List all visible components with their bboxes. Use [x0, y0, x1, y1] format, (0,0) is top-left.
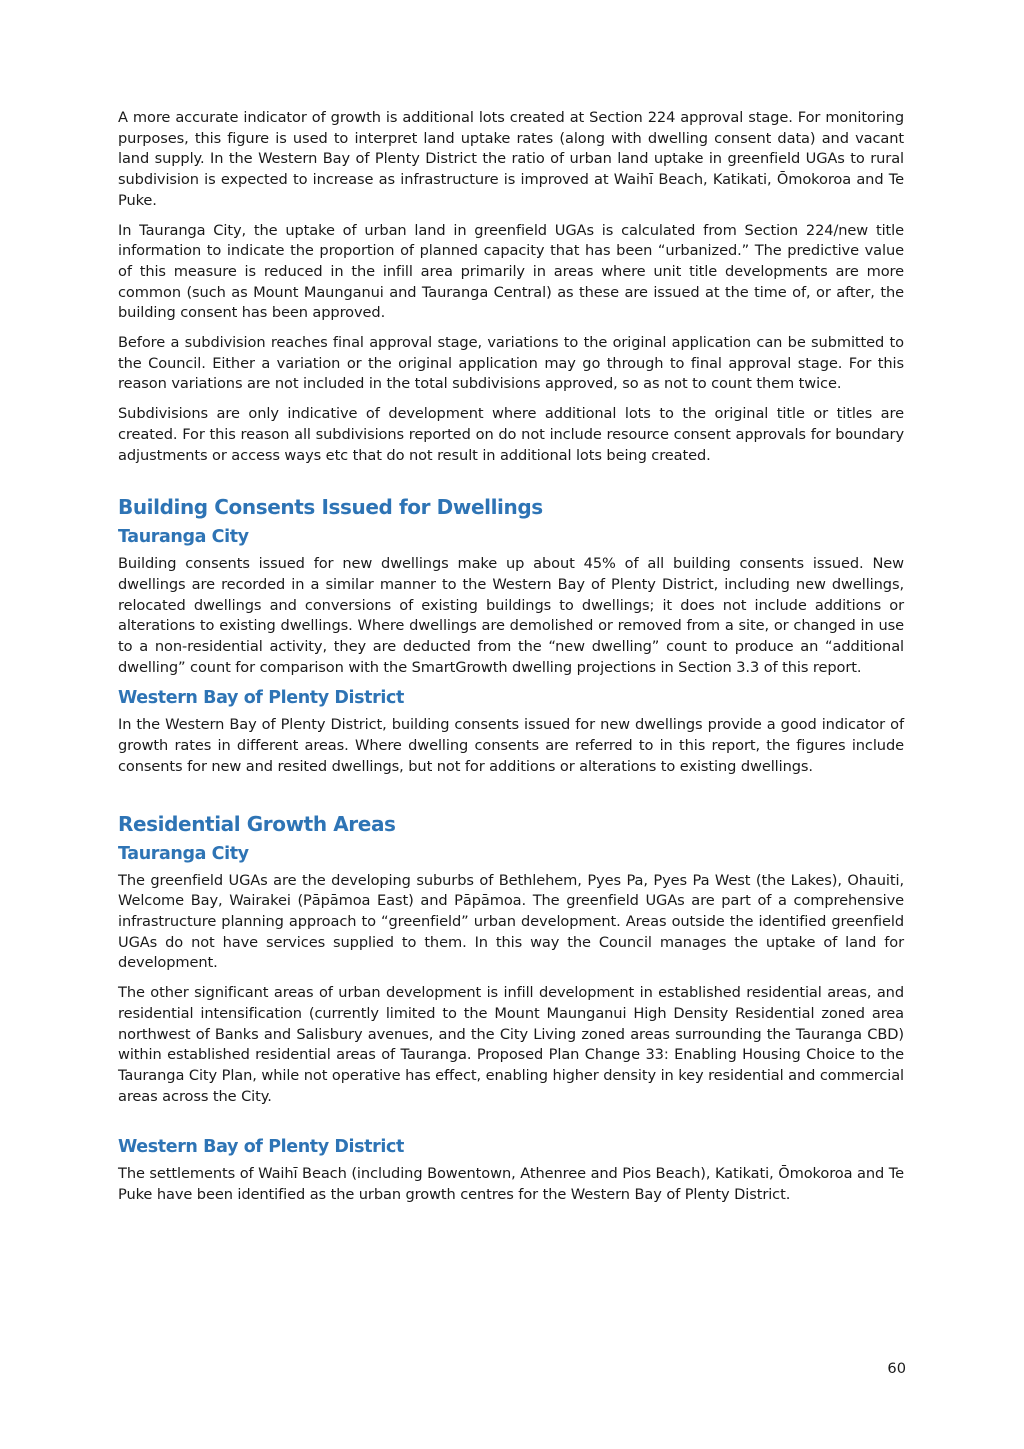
residential-growth-wbop-paragraph: The settlements of Waihī Beach (including Bowentown, Athenree and Pios Beach), Katikati, Ōmokoroa and Te Puke have been identified as the urban growth centres for the Western Bay of Plenty District.: [118, 1165, 904, 1204]
building-consents-tauranga-paragraph: Building consents issued for new dwellings make up about 45% of all building consents issued. New dwellings are recorded in a similar manner to the Western Bay of Plenty District, including new dwellings, relocated dwellings and conversions of existing buildings to dwellings; it does not include additions or alterations to existing dwellings. Where dwellings are demolished or removed from a site, or changed in use to a non-residential activity, they are deducted from the “new dwelling” count to produce an “additional dwelling” count for comparison with the SmartGrowth dwelling projections in Section 3.3 of this report.: [118, 555, 904, 676]
intro-paragraph-1: A more accurate indicator of growth is additional lots created at Section 224 approval stage. For monitoring purposes, this figure is used to interpret land uptake rates (along with dwelling consent data) and vacant land supply. In the Western Bay of Plenty District the ratio of urban land uptake in greenfield UGAs to rural subdivision is expected to increase as infrastructure is improved at Waihī Beach, Katikati, Ōmokoroa and Te Puke.: [118, 109, 904, 209]
intro-paragraph-3: Before a subdivision reaches final approval stage, variations to the original application can be submitted to the Council. Either a variation or the original application may go through to final approval stage. For this reason variations are not included in the total subdivisions approved, so as not to count them twice.: [118, 334, 904, 393]
building-consents-heading: Building Consents Issued for Dwellings: [118, 495, 543, 520]
building-consents-tauranga-heading: Tauranga City: [118, 527, 249, 548]
residential-growth-tauranga-paragraph-1: The greenfield UGAs are the developing suburbs of Bethlehem, Pyes Pa, Pyes Pa West (the Lakes), Ohauiti, Welcome Bay, Wairakei (Pāpāmoa East) and Pāpāmoa. The greenfield UGAs are part of a comprehensive infrastructure planning approach to “greenfield” urban development. Areas outside the identified greenfield UGAs do not have services supplied to them. In this way the Council manages the uptake of land for development.: [118, 871, 904, 972]
residential-growth-tauranga-paragraph-2: The other significant areas of urban development is infill development in established residential areas, and residential intensification (currently limited to the Mount Maunganui High Density Residential zoned area northwest of Banks and Salisbury avenues, and the City Living zoned areas surrounding the Tauranga CBD) within established residential areas of Tauranga. Proposed Plan Change 33: Enabling Housing Choice to the Tauranga City Plan, while not operative has effect, enabling higher density in key residential and commercial areas across the City.: [118, 984, 904, 1105]
building-consents-wbop-paragraph: In the Western Bay of Plenty District, building consents issued for new dwellings provide a good indicator of growth rates in different areas. Where dwelling consents are referred to in this report, the figures include consents for new and resited dwellings, but not for additions or alterations to existing dwellings.: [118, 716, 904, 775]
residential-growth-wbop-heading: Western Bay of Plenty District: [118, 1137, 404, 1158]
residential-growth-tauranga-heading: Tauranga City: [118, 843, 249, 864]
intro-paragraph-4: Subdivisions are only indicative of development where additional lots to the original title or titles are created. For this reason all subdivisions reported on do not include resource consent approvals for boundary adjustments or access ways etc that do not result in additional lots being created.: [118, 405, 904, 464]
building-consents-wbop-heading: Western Bay of Plenty District: [118, 688, 404, 709]
page-number: 60: [887, 1360, 906, 1377]
residential-growth-heading: Residential Growth Areas: [118, 811, 396, 836]
page-content: [118, 108, 904, 1215]
intro-paragraph-2: In Tauranga City, the uptake of urban land in greenfield UGAs is calculated from Section 224/new title information to indicate the proportion of planned capacity that has been “urbanized.” The predictive value of this measure is reduced in the infill area primarily in areas where unit title developments are more common (such as Mount Maunganui and Tauranga Central) as these are issued at the time of, or after, the building consent has been approved.: [118, 221, 904, 322]
